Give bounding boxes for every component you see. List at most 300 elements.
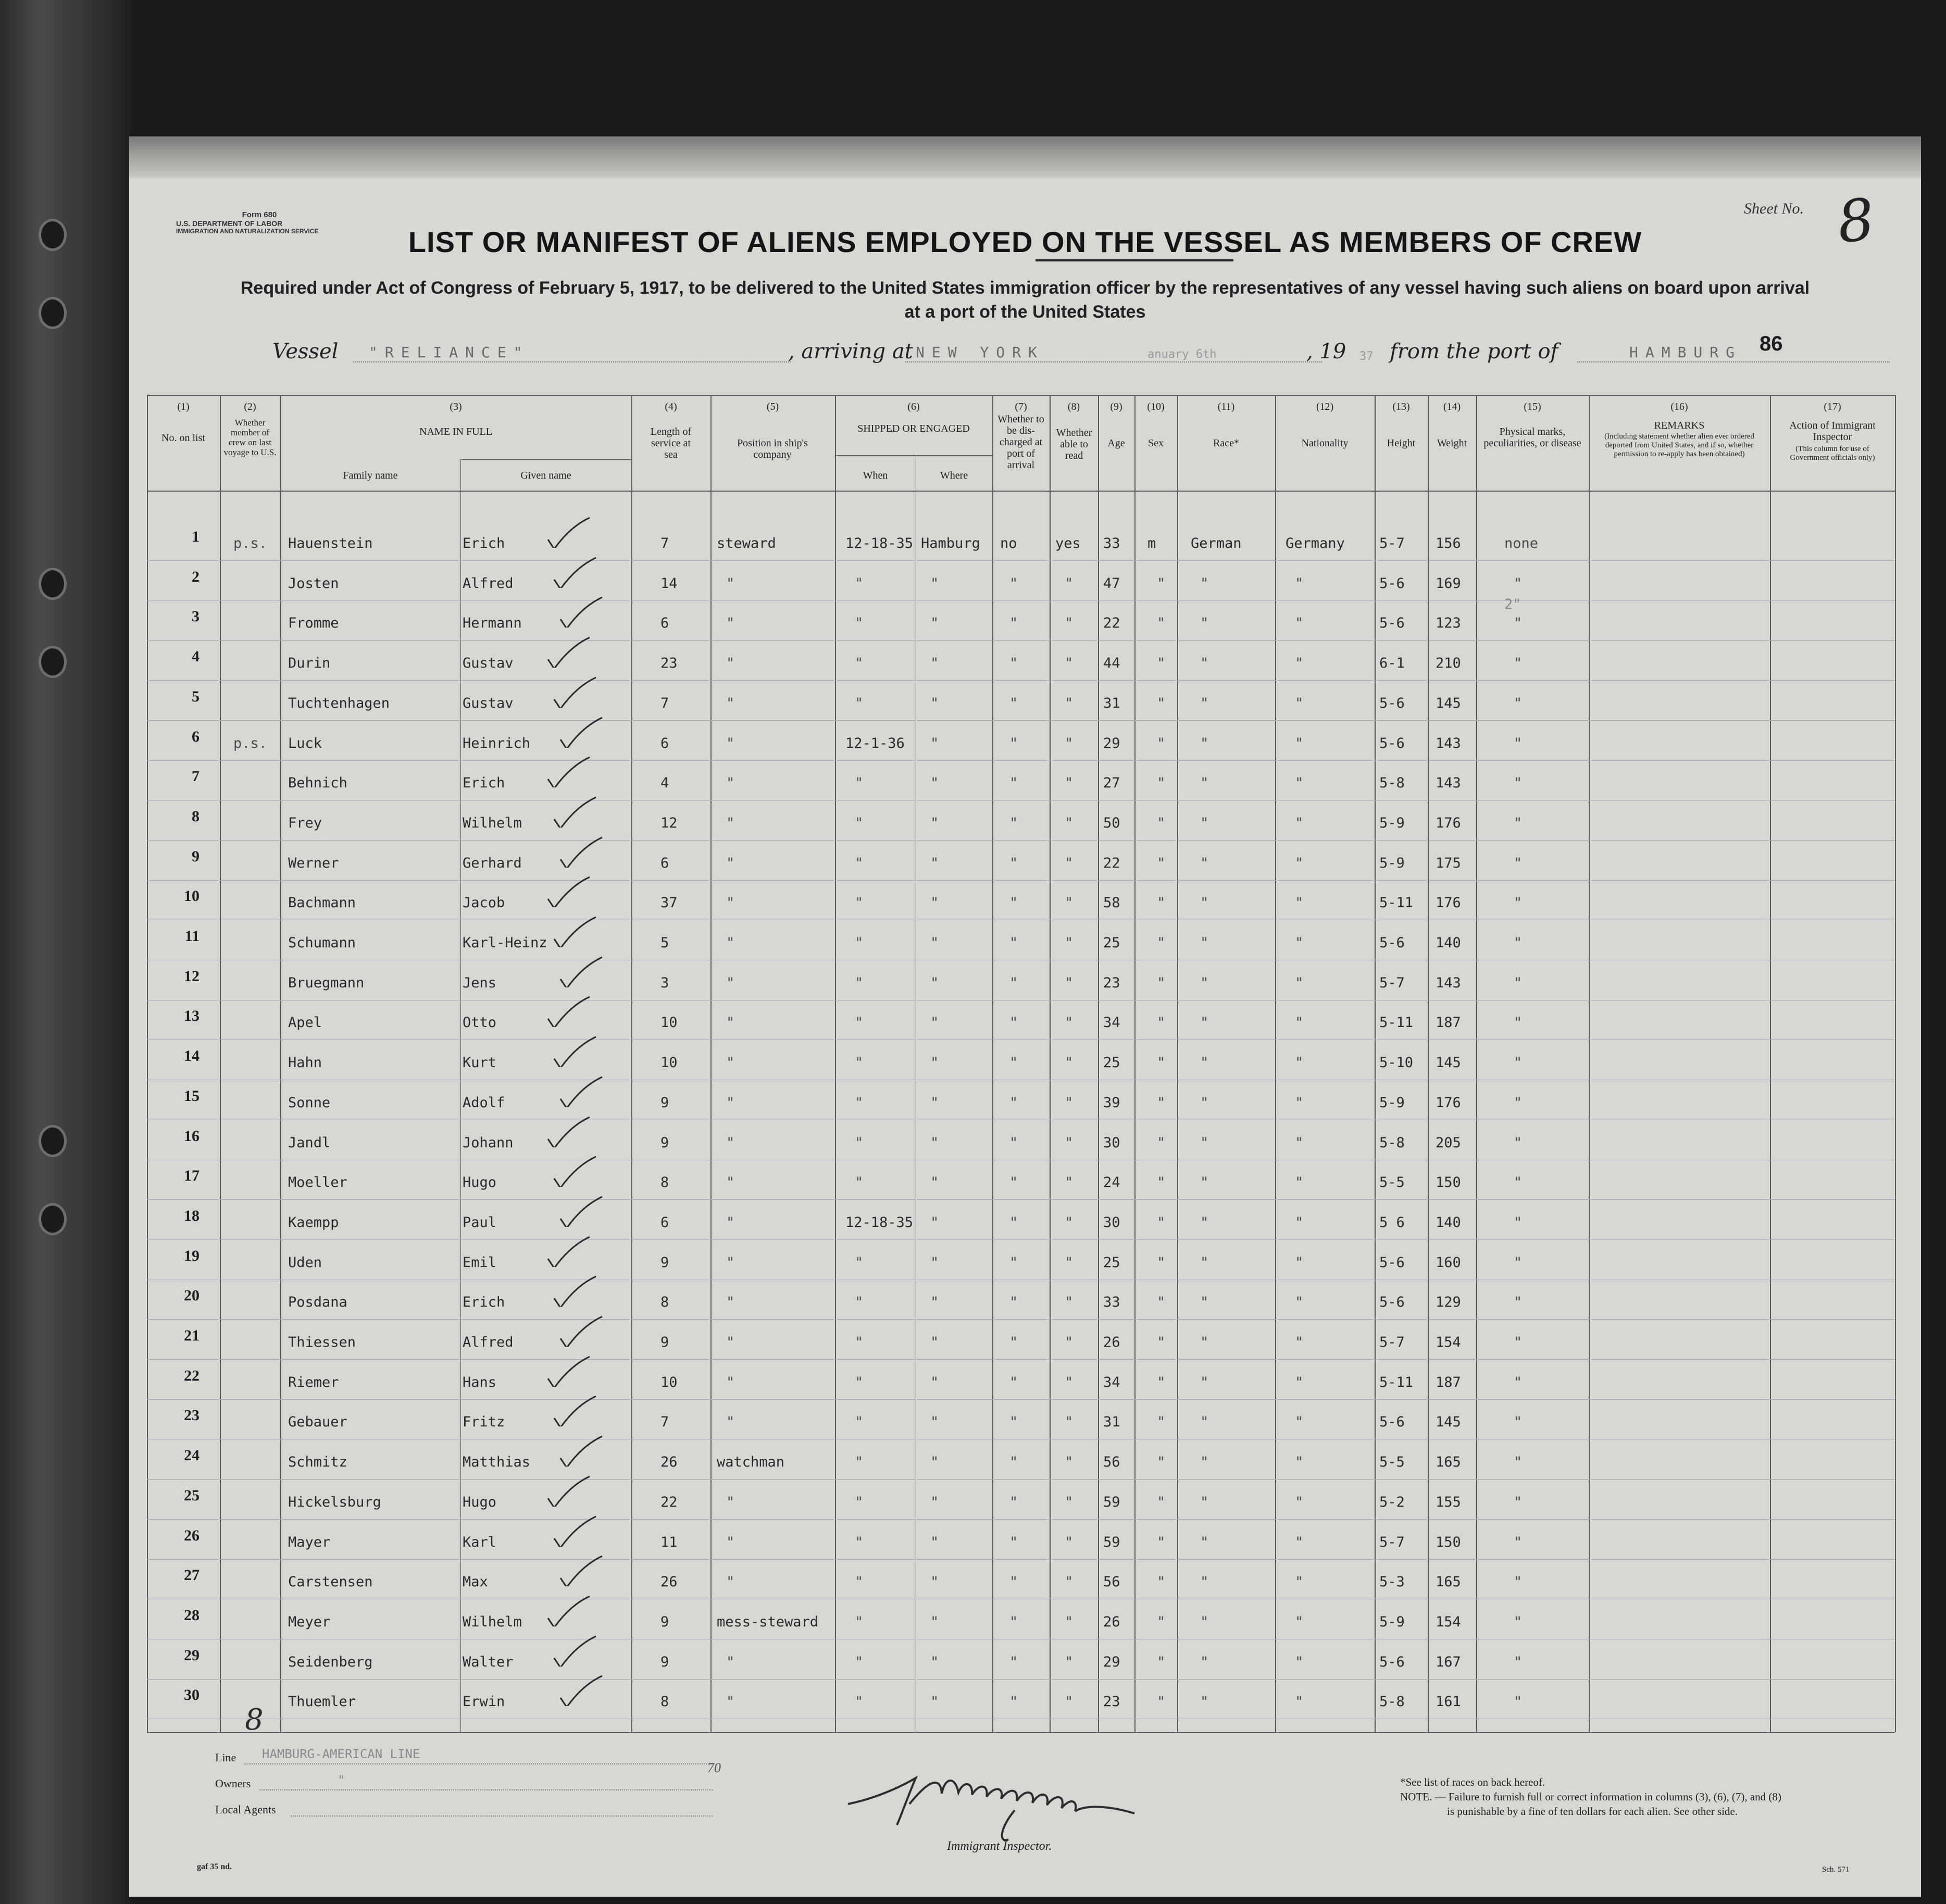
subtitle-line-2: at a port of the United States <box>904 302 1146 322</box>
cell-weight: 161 <box>1436 1694 1461 1710</box>
ditto-mark: " <box>1295 974 1304 991</box>
row-number: 18 <box>184 1207 199 1224</box>
cell-height: 5-11 <box>1379 1014 1414 1031</box>
cell-sex: m <box>1147 535 1156 552</box>
ditto-mark: " <box>1200 855 1209 871</box>
ditto-mark: " <box>726 735 735 751</box>
ditto-mark: " <box>1295 1134 1304 1151</box>
ditto-mark: " <box>930 895 939 911</box>
row-rule <box>147 1359 1895 1360</box>
row-rule <box>147 1559 1895 1560</box>
ditto-mark: " <box>1157 1174 1166 1191</box>
cell-age: 23 <box>1103 974 1120 991</box>
ditto-mark: " <box>855 1534 864 1550</box>
check-mark-icon <box>558 956 605 987</box>
ditto-mark: " <box>930 935 939 951</box>
cell-service: 6 <box>660 855 669 871</box>
cell-service: 9 <box>660 1134 669 1151</box>
ditto-mark: " <box>1514 1454 1523 1471</box>
ditto-mark: " <box>1295 1014 1304 1031</box>
handwritten-mark: 70 <box>707 1760 721 1775</box>
ditto-mark: " <box>1009 1574 1018 1590</box>
row-number: 11 <box>184 928 199 945</box>
cell-weight: 129 <box>1436 1294 1461 1311</box>
ditto-mark: " <box>930 974 939 991</box>
ditto-mark: " <box>1065 1094 1074 1111</box>
cell-when: 12-18-35 <box>845 535 914 552</box>
cell-given: Alfred <box>463 575 514 592</box>
row-number: 9 <box>192 847 199 865</box>
cell-age: 30 <box>1103 1134 1120 1151</box>
cell-given: Hugo <box>463 1174 497 1191</box>
ditto-mark: " <box>1009 1014 1018 1031</box>
cell-service: 7 <box>660 1414 669 1431</box>
from-port-label: from the port of <box>1390 340 1558 364</box>
line-label: Line <box>215 1751 236 1764</box>
ditto-mark: " <box>930 1654 939 1670</box>
row-rule <box>147 1239 1895 1240</box>
row-rule <box>147 1399 1895 1400</box>
col-14-number: (14) <box>1443 401 1461 412</box>
ditto-mark: " <box>1157 1294 1166 1311</box>
cell-family: Hickelsburg <box>288 1494 381 1510</box>
ditto-mark: " <box>1514 1134 1523 1151</box>
cell-age: 25 <box>1103 935 1120 951</box>
ditto-mark: " <box>1157 1014 1166 1031</box>
ditto-mark: " <box>1065 1694 1074 1710</box>
cell-service: 14 <box>660 575 678 592</box>
row-rule <box>147 1199 1895 1200</box>
col-1-header: No. on list <box>161 432 205 444</box>
cell-family: Uden <box>288 1254 322 1271</box>
binder-hole <box>39 568 67 600</box>
ditto-mark: " <box>726 1534 735 1550</box>
ditto-mark: " <box>930 735 939 751</box>
ditto-mark: " <box>726 815 735 831</box>
cell-given: Erich <box>463 535 505 552</box>
cell-family: Bachmann <box>288 895 356 911</box>
cell-age: 44 <box>1103 655 1120 672</box>
cell-given: Hugo <box>463 1494 497 1510</box>
ditto-mark: " <box>1157 1214 1166 1231</box>
ditto-mark: " <box>930 1094 939 1111</box>
local-agents-label: Local Agents <box>215 1803 276 1816</box>
binder-hole <box>39 219 67 251</box>
ditto-mark: " <box>1009 1414 1018 1431</box>
cell-family: Gebauer <box>288 1414 347 1431</box>
cell-family: Sonne <box>288 1094 331 1111</box>
check-mark-icon <box>546 1236 593 1267</box>
page-title: LIST OR MANIFEST OF ALIENS EMPLOYED ON THE VESSEL AS MEMBERS OF CREW <box>408 226 1642 258</box>
ditto-mark: " <box>1009 974 1018 991</box>
ditto-mark: " <box>1009 1613 1018 1630</box>
cell-when: 12-1-36 <box>845 735 905 751</box>
cell-given: Alfred <box>463 1334 514 1350</box>
ditto-mark: " <box>855 935 864 951</box>
ditto-mark: " <box>726 1055 735 1071</box>
cell-age: 22 <box>1103 855 1120 871</box>
cell-given: Karl <box>463 1534 497 1550</box>
ditto-mark: " <box>1295 575 1304 592</box>
ditto-mark: " <box>1514 1294 1523 1311</box>
ditto-mark: " <box>1157 1334 1166 1350</box>
cell-given: Erich <box>463 1294 505 1311</box>
cell-height: 5-6 <box>1379 1414 1405 1431</box>
check-mark-icon <box>558 1555 605 1586</box>
cell-age: 25 <box>1103 1055 1120 1071</box>
ditto-mark: " <box>1295 1454 1304 1471</box>
col-border <box>220 395 221 1732</box>
ditto-mark: " <box>1295 695 1304 711</box>
cell-service: 37 <box>660 895 678 911</box>
cell-given: Karl-Heinz <box>463 935 547 951</box>
cell-service: 22 <box>660 1494 678 1510</box>
ditto-mark: " <box>1157 815 1166 831</box>
check-mark-icon <box>546 756 593 787</box>
ditto-mark: " <box>930 1174 939 1191</box>
col-border <box>1589 395 1590 1732</box>
ditto-mark: " <box>1514 775 1523 792</box>
row-number: 12 <box>184 967 199 985</box>
ditto-mark: " <box>726 1414 735 1431</box>
title-underline <box>1036 259 1233 261</box>
col-5-header: Position in ship's company <box>737 437 808 460</box>
check-mark-icon <box>546 1116 593 1147</box>
check-mark-icon <box>558 596 605 628</box>
ditto-mark: " <box>1009 815 1018 831</box>
col-border <box>1098 395 1099 1732</box>
col-10-header: Sex <box>1148 437 1164 449</box>
ditto-mark: " <box>1295 1374 1304 1391</box>
cell-service: 26 <box>660 1454 678 1471</box>
check-mark-icon <box>546 1356 593 1387</box>
ditto-mark: " <box>1009 1055 1018 1071</box>
ditto-mark: " <box>1200 935 1209 951</box>
ditto-mark: " <box>726 895 735 911</box>
cell-family: Josten <box>288 575 339 592</box>
cell-family: Schumann <box>288 935 356 951</box>
check-mark-icon <box>546 636 593 668</box>
ditto-mark: " <box>1009 1294 1018 1311</box>
cell-height: 5-6 <box>1379 1654 1405 1670</box>
cell-service: 4 <box>660 775 669 792</box>
ditto-mark: " <box>1295 615 1304 632</box>
cell-height: 5-9 <box>1379 1094 1405 1111</box>
cell-service: 23 <box>660 655 678 672</box>
row-number: 8 <box>192 807 199 825</box>
department-name: U.S. DEPARTMENT OF LABOR <box>176 219 283 228</box>
row-rule <box>147 1319 1895 1320</box>
ditto-mark: " <box>1200 575 1209 592</box>
ditto-mark: " <box>1009 1654 1018 1670</box>
ditto-mark: " <box>1065 655 1074 672</box>
col-border <box>1275 395 1276 1732</box>
arriving-dotted-line <box>905 361 1322 362</box>
ditto-mark: " <box>1157 1613 1166 1630</box>
row-rule <box>147 640 1895 641</box>
cell-age: 50 <box>1103 815 1120 831</box>
ditto-mark: " <box>1295 1294 1304 1311</box>
row-number: 28 <box>184 1606 199 1624</box>
cell-height: 5-9 <box>1379 815 1405 831</box>
cell-service: 9 <box>660 1654 669 1670</box>
cell-service: 6 <box>660 615 669 632</box>
row-rule <box>147 1479 1895 1480</box>
inspector-label: Immigrant Inspector. <box>947 1839 1052 1853</box>
row-number: 7 <box>192 768 199 785</box>
cell-age: 34 <box>1103 1374 1120 1391</box>
col-16-number: (16) <box>1670 401 1688 412</box>
ditto-mark: " <box>1157 974 1166 991</box>
ditto-mark: " <box>855 974 864 991</box>
row-number: 23 <box>184 1407 199 1424</box>
ditto-mark: " <box>930 1055 939 1071</box>
check-mark-icon <box>552 1395 599 1426</box>
check-mark-icon <box>546 876 593 907</box>
ditto-mark: " <box>1157 895 1166 911</box>
ditto-mark: " <box>1157 735 1166 751</box>
ditto-mark: " <box>1009 1454 1018 1471</box>
ditto-mark: " <box>1200 1414 1209 1431</box>
cell-service: 3 <box>660 974 669 991</box>
ditto-mark: " <box>855 1334 864 1350</box>
ditto-mark: " <box>1295 1694 1304 1710</box>
cell-height: 5-9 <box>1379 1613 1405 1630</box>
ditto-mark: " <box>1295 935 1304 951</box>
cell-position: watchman <box>717 1454 785 1471</box>
ditto-mark: " <box>1200 1055 1209 1071</box>
cell-discharged: no <box>1000 535 1017 552</box>
arrival-date: anuary 6th <box>1147 348 1217 361</box>
ditto-mark: " <box>1200 1254 1209 1271</box>
row-rule <box>147 560 1895 561</box>
check-mark-icon <box>546 1475 593 1507</box>
cell-age: 34 <box>1103 1014 1120 1031</box>
cell-position: mess-steward <box>717 1613 819 1630</box>
ditto-mark: " <box>930 575 939 592</box>
cell-weight: 176 <box>1436 815 1461 831</box>
cell-position: steward <box>717 535 776 552</box>
ditto-mark: " <box>1157 1254 1166 1271</box>
col-9-header: Age <box>1107 437 1125 449</box>
departure-port: HAMBURG <box>1629 344 1742 361</box>
cell-service: 10 <box>660 1374 678 1391</box>
ditto-mark: " <box>930 855 939 871</box>
cell-service: 8 <box>660 1694 669 1710</box>
ditto-mark: " <box>1200 1214 1209 1231</box>
cell-weight: 143 <box>1436 735 1461 751</box>
ditto-mark: " <box>930 1134 939 1151</box>
binder-hole <box>39 297 67 329</box>
ditto-mark: " <box>1514 1174 1523 1191</box>
cell-age: 33 <box>1103 535 1120 552</box>
cell-height: 5-6 <box>1379 575 1405 592</box>
row-number: 5 <box>192 687 199 705</box>
vessel-dotted-line <box>353 361 791 362</box>
col-8-header: Whether able to read <box>1056 427 1092 461</box>
check-mark-icon <box>558 1076 605 1107</box>
col-border <box>1177 395 1178 1732</box>
row-rule <box>147 840 1895 841</box>
row-rule <box>147 1519 1895 1520</box>
col-8-number: (8) <box>1067 401 1080 412</box>
ditto-mark: " <box>1065 815 1074 831</box>
cell-weight: 145 <box>1436 1055 1461 1071</box>
cell-service: 8 <box>660 1174 669 1191</box>
ditto-mark: " <box>855 1694 864 1710</box>
owners-ditto: " <box>338 1773 345 1787</box>
check-mark-icon <box>546 517 593 548</box>
ditto-mark: " <box>855 855 864 871</box>
col-10-number: (10) <box>1147 401 1165 412</box>
ditto-mark: " <box>855 1654 864 1670</box>
header-bottom-border <box>147 491 1895 492</box>
col-4-number: (4) <box>665 401 677 412</box>
row-number: 26 <box>184 1526 199 1544</box>
cell-service: 6 <box>660 1214 669 1231</box>
cell-height: 5-8 <box>1379 1694 1405 1710</box>
cell-age: 39 <box>1103 1094 1120 1111</box>
ditto-mark: " <box>1295 1214 1304 1231</box>
cell-service: 8 <box>660 1294 669 1311</box>
shipped-subheader-line <box>835 455 992 456</box>
cell-given: Walter <box>463 1654 514 1670</box>
ditto-mark: " <box>855 695 864 711</box>
cell-family: Werner <box>288 855 339 871</box>
ditto-mark: " <box>1009 1494 1018 1510</box>
ditto-mark: " <box>726 935 735 951</box>
ditto-mark: " <box>855 1014 864 1031</box>
ditto-mark: " <box>930 655 939 672</box>
ditto-mark: " <box>1065 1014 1074 1031</box>
cell-height: 5-6 <box>1379 1294 1405 1311</box>
cell-given: Paul <box>463 1214 497 1231</box>
cell-family: Tuchtenhagen <box>288 695 390 711</box>
ditto-mark: " <box>1200 615 1209 632</box>
ditto-mark: " <box>1295 1174 1304 1191</box>
col-12-number: (12) <box>1316 401 1334 412</box>
ditto-mark: " <box>726 1574 735 1590</box>
cell-given: Jens <box>463 974 497 991</box>
races-note: *See list of races on back hereof. <box>1400 1776 1545 1788</box>
check-mark-icon <box>558 1675 605 1706</box>
table-top-border <box>147 395 1895 396</box>
sheet-label: Sheet No. <box>1744 200 1804 217</box>
owners-label: Owners <box>215 1777 251 1790</box>
cell-weight: 143 <box>1436 775 1461 792</box>
cell-family: Riemer <box>288 1374 339 1391</box>
cell-weight: 140 <box>1436 935 1461 951</box>
ditto-mark: " <box>930 1454 939 1471</box>
owners-dotted <box>259 1789 713 1790</box>
cell-height: 5-11 <box>1379 1374 1414 1391</box>
fine-note-line-1: NOTE. — Failure to furnish full or correct information in columns (3), (6), (7), and (8) <box>1400 1790 1781 1803</box>
cell-weight: 165 <box>1436 1574 1461 1590</box>
check-mark-icon <box>558 1196 605 1227</box>
row-rule <box>147 1039 1895 1040</box>
cell-service: 9 <box>660 1334 669 1350</box>
ditto-mark: " <box>1065 1174 1074 1191</box>
cell-age: 56 <box>1103 1454 1120 1471</box>
ditto-mark: " <box>1065 1334 1074 1350</box>
ditto-mark: " <box>1009 1374 1018 1391</box>
ditto-mark: " <box>1514 855 1523 871</box>
ditto-mark: " <box>1157 1454 1166 1471</box>
col-3-number: (3) <box>450 401 462 412</box>
ditto-mark: " <box>1009 1694 1018 1710</box>
ditto-mark: " <box>1009 1134 1018 1151</box>
cell-height: 6-1 <box>1379 655 1405 672</box>
cell-given: Gustav <box>463 695 514 711</box>
cell-age: 31 <box>1103 1414 1120 1431</box>
cell-given: Erwin <box>463 1694 505 1710</box>
check-mark-icon <box>552 1036 599 1067</box>
cell-service: 5 <box>660 935 669 951</box>
cell-given: Johann <box>463 1134 514 1151</box>
cell-given: Max <box>463 1574 488 1590</box>
ditto-mark: " <box>930 1494 939 1510</box>
cell-weight: 150 <box>1436 1174 1461 1191</box>
cell-age: 29 <box>1103 1654 1120 1670</box>
ditto-mark: " <box>1295 1094 1304 1111</box>
col-border <box>1770 395 1771 1732</box>
ditto-mark: " <box>1514 1254 1523 1271</box>
ditto-mark: " <box>1200 1374 1209 1391</box>
ditto-mark: " <box>1514 1574 1523 1590</box>
cell-where: Hamburg <box>921 535 980 552</box>
row-number: 10 <box>184 887 199 905</box>
ditto-mark: " <box>855 815 864 831</box>
col-16-subheader: (Including statement whether alien ever ordered deported from United States, and if so, whether permission to re-apply has been obtained) <box>1604 432 1754 458</box>
cell-nationality: Germany <box>1286 535 1345 552</box>
ditto-mark: " <box>726 615 735 632</box>
ditto-mark: " <box>1065 1574 1074 1590</box>
ditto-mark: " <box>1295 655 1304 672</box>
ditto-mark: " <box>726 575 735 592</box>
ditto-mark: " <box>1009 575 1018 592</box>
ditto-mark: " <box>1200 1094 1209 1111</box>
ditto-mark: " <box>1514 1534 1523 1550</box>
check-mark-icon <box>546 996 593 1027</box>
ditto-mark: " <box>855 1294 864 1311</box>
ditto-mark: " <box>930 1294 939 1311</box>
ditto-mark: " <box>726 1134 735 1151</box>
schedule-code: Sch. 571 <box>1822 1865 1850 1874</box>
ditto-mark: " <box>1157 575 1166 592</box>
ditto-mark: " <box>726 1294 735 1311</box>
ditto-mark: " <box>1200 1174 1209 1191</box>
cell-weight: 210 <box>1436 655 1461 672</box>
ditto-mark: " <box>1009 1334 1018 1350</box>
cell-given: Gustav <box>463 655 514 672</box>
ditto-mark: " <box>1200 974 1209 991</box>
col-9-number: (9) <box>1110 401 1122 412</box>
ditto-mark: " <box>1514 935 1523 951</box>
ditto-mark: " <box>726 1694 735 1710</box>
row-number: 22 <box>184 1367 199 1384</box>
cell-given: Wilhelm <box>463 1613 522 1630</box>
binder-hole <box>39 1203 67 1235</box>
ditto-mark: " <box>1514 1494 1523 1510</box>
cell-given: Matthias <box>463 1454 531 1471</box>
ditto-mark: " <box>930 615 939 632</box>
cell-weight: 176 <box>1436 895 1461 911</box>
ditto-mark: " <box>1157 935 1166 951</box>
ditto-mark: " <box>1200 1534 1209 1550</box>
cell-weight: 160 <box>1436 1254 1461 1271</box>
ditto-mark: " <box>1065 855 1074 871</box>
cell-family: Thuemler <box>288 1694 356 1710</box>
